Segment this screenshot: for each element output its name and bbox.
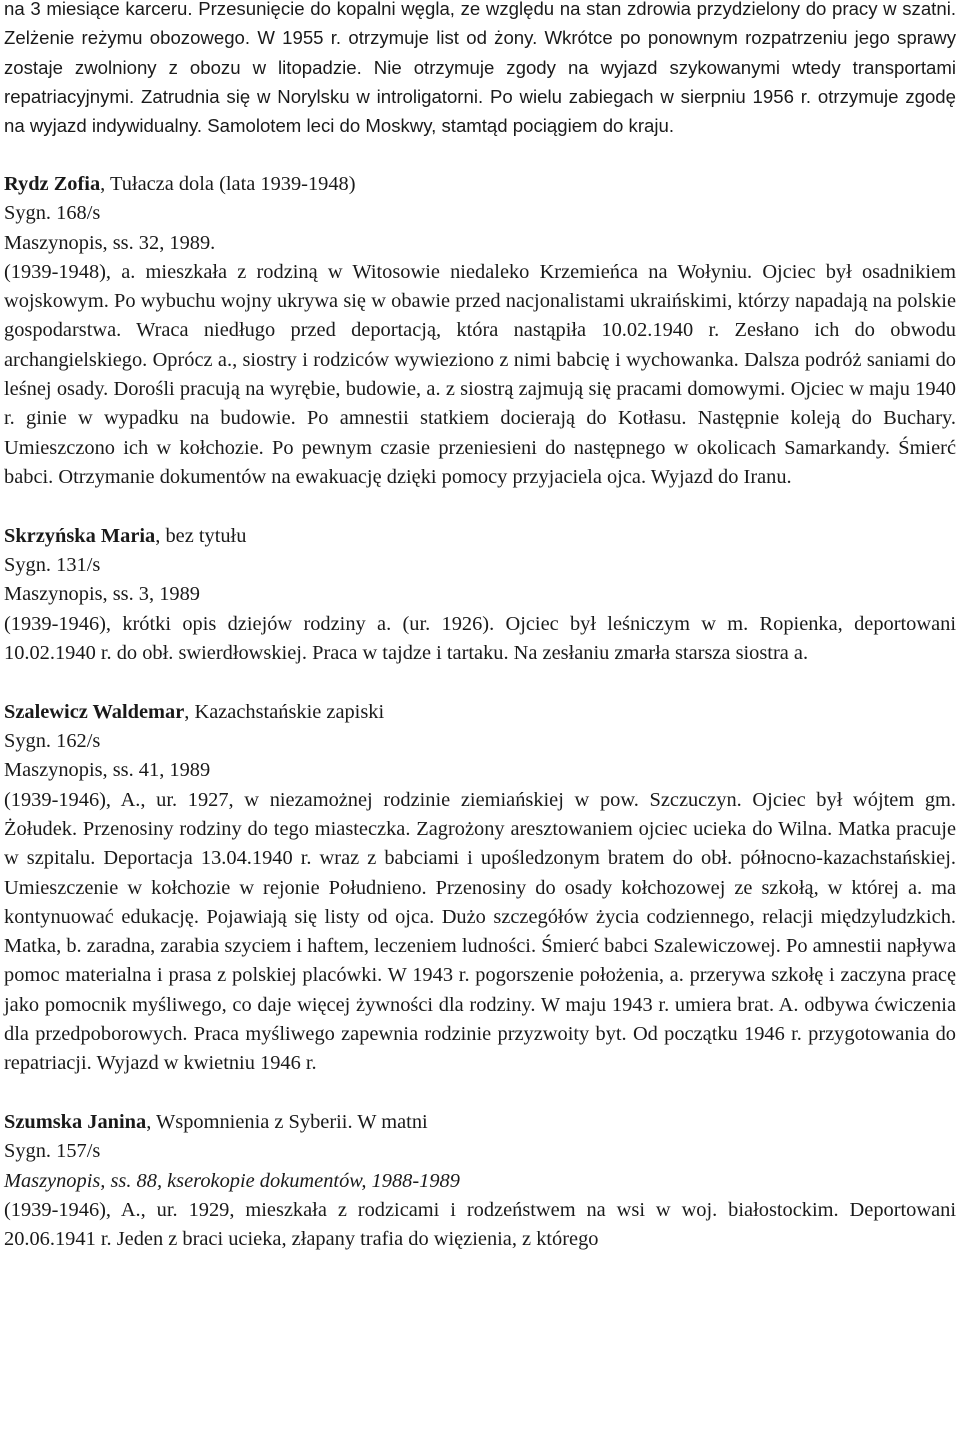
entry-title: , Wspomnienia z Syberii. W matni	[146, 1111, 428, 1134]
entry-skrzynska	[4, 522, 956, 668]
entry-source: Maszynopis, ss. 41, 1989	[4, 759, 211, 782]
entry-author: Rydz Zofia	[4, 172, 101, 195]
entry-heading	[4, 170, 956, 199]
entry-source: Maszynopis, ss. 3, 1989	[4, 583, 200, 606]
entry-signature: Sygn. 162/s	[4, 730, 101, 753]
entry-source: Maszynopis, ss. 88, kserokopie dokumentów, 1988-1989	[4, 1169, 460, 1192]
entry-source: Maszynopis, ss. 32, 1989.	[4, 231, 216, 254]
entry-signature: Sygn. 157/s	[4, 1140, 101, 1163]
entry-title: , bez tytułu	[155, 524, 247, 547]
entry-body: (1939-1946), A., ur. 1927, w niezamożnej rodzinie ziemiańskiej w pow. Szczuczyn. Ojciec był wójtem gm. Żołudek. Przenosiny rodziny do tego miasteczka. Zagrożony aresztowaniem ojciec ucieka do Wilna. Matka pracuje w szpitalu. Deportacja 13.04.1940 r. wraz z babciami i upośledzonym bratem do obł. północno-kazachstańskiej. Umieszczenie w kołchozie w rejonie Południeno. Przenosiny do osady kołchozowej ze szkołą, w której a. ma kontynuować edukację. Pojawiają się listy od ojca. Dużo szczegółów życia codziennego, relacji międzyludzkich. Matka, b. zaradna, zarabia szyciem i haftem, leczeniem ludności. Śmierć babci Szalewiczowej. Po amnestii napływa pomoc materialna i prasa z polskiej placówki. W 1943 r. pogorszenie położenia, a. przerywa szkołę i zaczyna pracę jako pomocnik myśliwego, co daje więcej żywności dla rodziny. W maju 1943 r. umiera brat. A. odbywa ćwiczenia dla przedpoborowych. Praca myśliwego zapewnia rodzinie przyzwoity byt. Od początku 1946 r. przygotowania do repatriacji. Wyjazd w kwietniu 1946 r.	[4, 788, 956, 1075]
entry-heading	[4, 698, 956, 727]
entry-heading	[4, 1108, 956, 1137]
entry-szalewicz	[4, 698, 956, 1079]
entry-body: (1939-1946), A., ur. 1929, mieszkała z rodzicami i rodzeństwem na wsi w woj. białostockim. Deportowani 20.06.1941 r. Jeden z braci ucieka, złapany trafia do więzienia, z którego	[4, 1198, 956, 1251]
entry-author: Szalewicz Waldemar	[4, 700, 185, 723]
entry-heading	[4, 522, 956, 551]
entry-body: (1939-1946), krótki opis dziejów rodziny a. (ur. 1926). Ojciec był leśniczym w m. Ropienka, deportowani 10.02.1940 r. do obł. swierdłowskiej. Praca w tajdze i tartaku. Na zesłaniu zmarła starsza siostra a.	[4, 612, 956, 664]
entry-body: (1939-1948), a. mieszkała z rodziną w Witosowie niedaleko Krzemieńca na Wołyniu. Ojciec był osadnikiem wojskowym. Po wybuchu wojny ukrywa się w obawie przed nacjonalistami ukraińskimi, którzy napadają na polskie gospodarstwa. Wraca niedługo przed deportacją, która nastąpiła 10.02.1940 r. Zesłano ich do obwodu archangielskiego. Oprócz a., siostry i rodziców wywieziono z nimi babcię i wychowanka. Dalsza podróż saniami do leśnej osady. Dorośli pracują na wyrębie, budowie, a. z siostrą zajmują się pracami domowymi. Ojciec w maju 1940 r. ginie w wypadku na budowie. Po amnestii statkiem docierają do Kotłasu. Następnie koleją do Buchary. Umieszczono ich w kołchozie. Po pewnym czasie przeniesieni do następnego w okolicach Samarkandy. Śmierć babci. Otrzymanie dokumentów na ewakuację dzięki pomocy przyjaciela ojca. Wyjazd do Iranu.	[4, 260, 956, 488]
entry-author: Skrzyńska Maria	[4, 524, 156, 547]
document-page	[4, 0, 956, 1255]
entry-author: Szumska Janina	[4, 1111, 147, 1134]
entry-title: , Tułacza dola (lata 1939-1948)	[100, 172, 356, 195]
intro-paragraph: na 3 miesiące karceru. Przesunięcie do kopalni węgla, ze względu na stan zdrowia przydzielony do pracy w szatni. Zelżenie reżymu obozowego. W 1955 r. otrzymuje list od żony. Wkrótce po ponownym rozpatrzeniu jego sprawy zostaje zwolniony z obozu w litopadzie. Nie otrzymuje zgody na wyjazd szykowanymi wtedy transportami repatriacyjnymi. Zatrudnia się w Norylsku w introligatorni. Po wielu zabiegach w sierpniu 1956 r. otrzymuje zgodę na wyjazd indywidualny. Samolotem leci do Moskwy, stamtąd pociągiem do kraju.	[4, 0, 956, 137]
entry-signature: Sygn. 168/s	[4, 202, 101, 225]
entry-signature: Sygn. 131/s	[4, 554, 101, 577]
entry-rydz	[4, 170, 956, 492]
entry-szumska	[4, 1108, 956, 1254]
entry-title: , Kazachstańskie zapiski	[184, 700, 385, 723]
